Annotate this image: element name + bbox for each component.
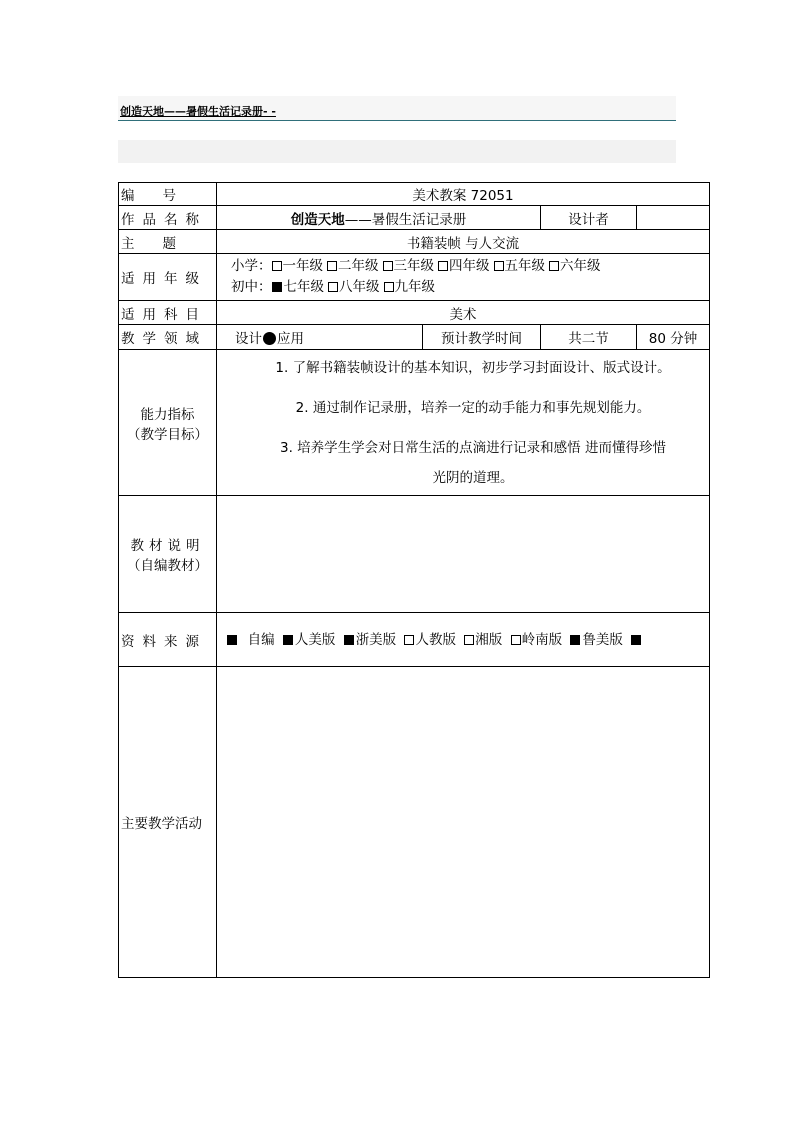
checkbox-source-2-checked[interactable]	[283, 635, 293, 645]
grade-option-7: 七年级	[283, 279, 324, 295]
grade-option-2: 二年级	[338, 258, 379, 274]
source-option-7: 鲁美版	[582, 631, 623, 648]
label-time: 预计教学时间	[423, 325, 541, 350]
label-designer: 设计者	[541, 206, 637, 230]
checkbox-source-1-checked[interactable]	[227, 635, 237, 645]
source-option-1: 自编	[247, 631, 275, 648]
checkbox-grade-5[interactable]	[494, 261, 504, 271]
source-options	[227, 629, 707, 651]
checkbox-source-7-checked[interactable]	[570, 635, 580, 645]
value-number: 美术教案 72051	[217, 183, 710, 206]
value-sessions: 共二节	[541, 325, 637, 350]
checkbox-grade-4[interactable]	[438, 261, 448, 271]
label-material-line2: （自编教材）	[127, 558, 208, 574]
checkbox-grade-6[interactable]	[549, 261, 559, 271]
lesson-plan-table	[118, 182, 710, 978]
label-activity: 主要教学活动	[119, 667, 217, 978]
label-theme: 主题	[119, 230, 217, 254]
label-work-name: 作品名称	[119, 206, 217, 230]
label-goals	[119, 350, 217, 496]
grade-middle-label: 初中：	[231, 279, 272, 295]
source-option-4: 人教版	[415, 631, 456, 648]
value-subject: 美术	[217, 301, 710, 325]
grade-option-1: 一年级	[282, 258, 323, 274]
value-minutes: 80 分钟	[637, 325, 710, 350]
grade-middle-line	[231, 277, 707, 298]
value-source	[217, 613, 710, 667]
checkbox-source-5[interactable]	[464, 635, 474, 645]
row-activity	[119, 667, 710, 978]
row-goals	[119, 350, 710, 496]
label-material	[119, 496, 217, 613]
field-left: 设计	[235, 331, 262, 347]
checkbox-grade-7-checked[interactable]	[272, 282, 282, 292]
value-designer[interactable]	[637, 206, 710, 230]
label-goals-line1: 能力指标	[140, 406, 195, 423]
value-goals	[217, 350, 710, 496]
grade-primary-label: 小学：	[231, 258, 272, 274]
row-field	[119, 325, 710, 350]
grade-option-4: 四年级	[449, 258, 490, 274]
label-number: 编号	[119, 183, 217, 206]
field-right: 应用	[277, 331, 304, 347]
row-number	[119, 183, 710, 206]
row-work-name	[119, 206, 710, 230]
goal-2: 2. 通过制作记录册，培养一定的动手能力和事先规划能力。	[295, 399, 651, 416]
grade-option-5: 五年级	[504, 258, 545, 274]
value-work-name	[217, 206, 541, 230]
value-activity[interactable]	[217, 667, 710, 978]
document-header-bar	[118, 96, 676, 121]
row-source	[119, 613, 710, 667]
checkbox-grade-8[interactable]	[328, 282, 338, 292]
grade-option-9: 九年级	[394, 279, 435, 295]
value-field	[217, 325, 423, 350]
document-subheader-bar	[118, 140, 676, 163]
goal-3-line1: 3. 培养学生学会对日常生活的点滴进行记录和感悟 进而懂得珍惜	[280, 439, 666, 456]
row-material	[119, 496, 710, 613]
label-field: 教学领域	[119, 325, 217, 350]
checkbox-grade-1[interactable]	[272, 261, 282, 271]
value-theme: 书籍装帧 与人交流	[217, 230, 710, 254]
row-subject	[119, 301, 710, 325]
checkbox-grade-9[interactable]	[384, 282, 394, 292]
filled-dot-icon	[263, 332, 276, 345]
goal-3-line2: 光阴的道理。	[432, 469, 514, 486]
checkbox-source-4[interactable]	[404, 635, 414, 645]
label-subject: 适用科目	[119, 301, 217, 325]
document-header-title: 创造天地——暑假生活记录册- -	[120, 105, 276, 118]
checkbox-grade-3[interactable]	[383, 261, 393, 271]
grade-option-6: 六年级	[560, 258, 601, 274]
checkbox-grade-2[interactable]	[327, 261, 337, 271]
source-option-2: 人美版	[294, 631, 336, 648]
work-title-rest: ——暑假生活记录册	[344, 211, 467, 228]
source-option-3: 浙美版	[355, 631, 397, 648]
value-grade	[217, 254, 710, 301]
row-grade	[119, 254, 710, 301]
label-source: 资料来源	[119, 613, 217, 667]
grade-option-8: 八年级	[339, 279, 380, 295]
checkbox-source-3-checked[interactable]	[344, 635, 354, 645]
goal-1: 1. 了解书籍装帧设计的基本知识，初步学习封面设计、版式设计。	[275, 359, 671, 376]
work-title-bold: 创造天地	[290, 211, 345, 228]
value-material[interactable]	[217, 496, 710, 613]
label-grade: 适用年级	[119, 254, 217, 301]
grade-option-3: 三年级	[393, 258, 434, 274]
source-option-5: 湘版	[475, 631, 503, 648]
grade-primary-line	[231, 256, 707, 277]
label-material-line1: 教材说明	[130, 538, 205, 554]
label-goals-line2: （教学目标）	[127, 426, 208, 443]
source-option-6: 岭南版	[521, 631, 563, 648]
checkbox-source-8-checked[interactable]	[631, 635, 641, 645]
checkbox-source-6[interactable]	[511, 635, 521, 645]
row-theme	[119, 230, 710, 254]
